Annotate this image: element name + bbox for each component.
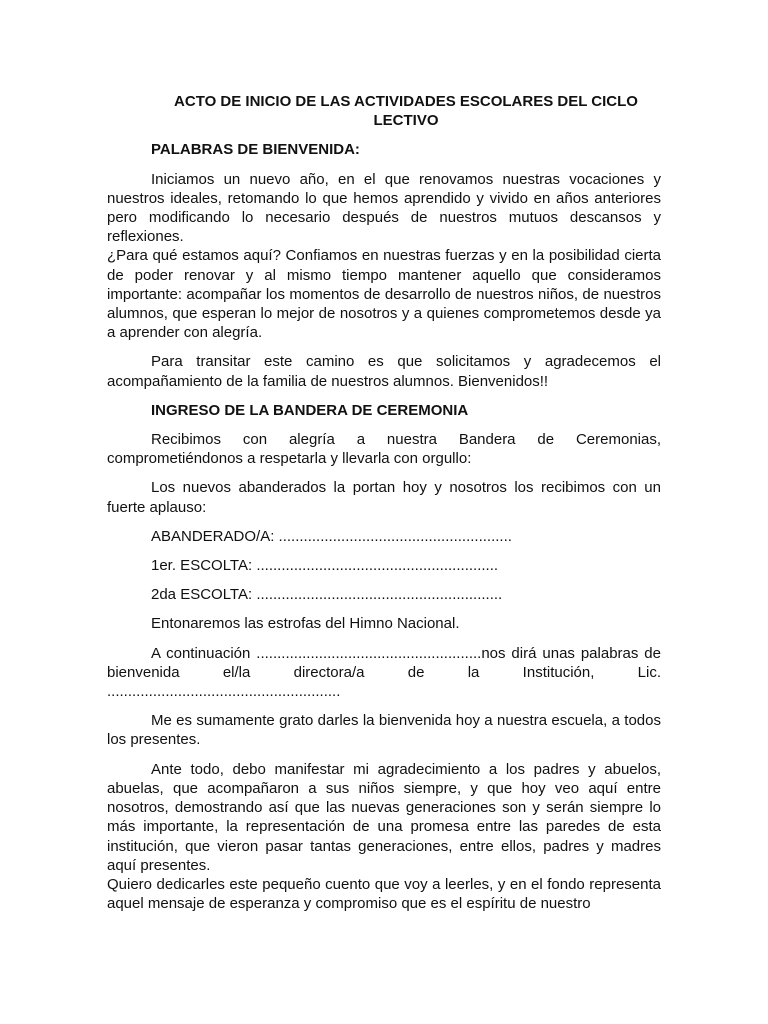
abanderado-line: ABANDERADO/A: ........................................................	[151, 527, 512, 545]
paragraph-8: Ante todo, debo manifestar mi agradecimiento a los padres y abuelos, abuelas, que acompañaron a sus niños siempre, y que hoy veo aquí entre nosotros, demostrando así que las nuevas generaciones son y serán siempre lo más importante, la representación de una promesa entre las paredes de esta institución, que vieron pasar tantas generaciones, entre ellos, padres y madres aquí presentes.	[107, 760, 661, 874]
paragraph-1: Iniciamos un nuevo año, en el que renovamos nuestras vocaciones y nuestros ideales, retomando lo que hemos aprendido y vivido en años anteriores pero modificando lo necesario después de nuestros mutuos descansos y reflexiones.	[107, 170, 661, 246]
paragraph-9: Quiero dedicarles este pequeño cuento que voy a leerles, y en el fondo representa aquel mensaje de esperanza y compromiso que es el espíritu de nuestro	[107, 875, 661, 913]
paragraph-5: Los nuevos abanderados la portan hoy y nosotros los recibimos con un fuerte aplauso:	[107, 479, 661, 516]
escolta-2-line: 2da ESCOLTA: ...........................................................	[151, 586, 503, 604]
document-title	[107, 92, 661, 130]
paragraph-3: Para transitar este camino es que solicitamos y agradecemos el acompañamiento de la familia de nuestros alumnos. Bienvenidos!!	[107, 353, 661, 390]
paragraph-2: ¿Para qué estamos aquí? Confiamos en nuestras fuerzas y en la posibilidad cierta de poder renovar y al mismo tiempo mantener aquello que consideramos importante: acompañar los momentos de desarrollo de nuestros niños, de nuestros alumnos, que esperan lo mejor de nosotros y a quienes comprometemos desde ya a aprender con alegría.	[107, 247, 661, 342]
escolta-1-line: 1er. ESCOLTA: ..........................................................	[151, 557, 499, 575]
paragraph-7: Me es sumamente grato darles la bienvenida hoy a nuestra escuela, a todos los presentes.	[107, 712, 661, 749]
paragraph-6: A continuación ......................................................nos dirá unas palabras de bienvenida el/la directora/a de la Institución, Lic. ........................................................	[107, 644, 661, 701]
heading-bandera: INGRESO DE LA BANDERA DE CEREMONIA	[151, 401, 469, 419]
himno-line: Entonaremos las estrofas del Himno Nacional.	[151, 615, 460, 633]
title-line-2: LECTIVO	[373, 112, 439, 130]
heading-bienvenida: PALABRAS DE BIENVENIDA:	[151, 141, 360, 159]
title-line-1: ACTO DE INICIO DE LAS ACTIVIDADES ESCOLARES DEL CICLO	[174, 93, 638, 110]
paragraph-4: Recibimos con alegría a nuestra Bandera de Ceremonias, comprometiéndonos a respetarla y llevarla con orgullo:	[107, 431, 661, 468]
